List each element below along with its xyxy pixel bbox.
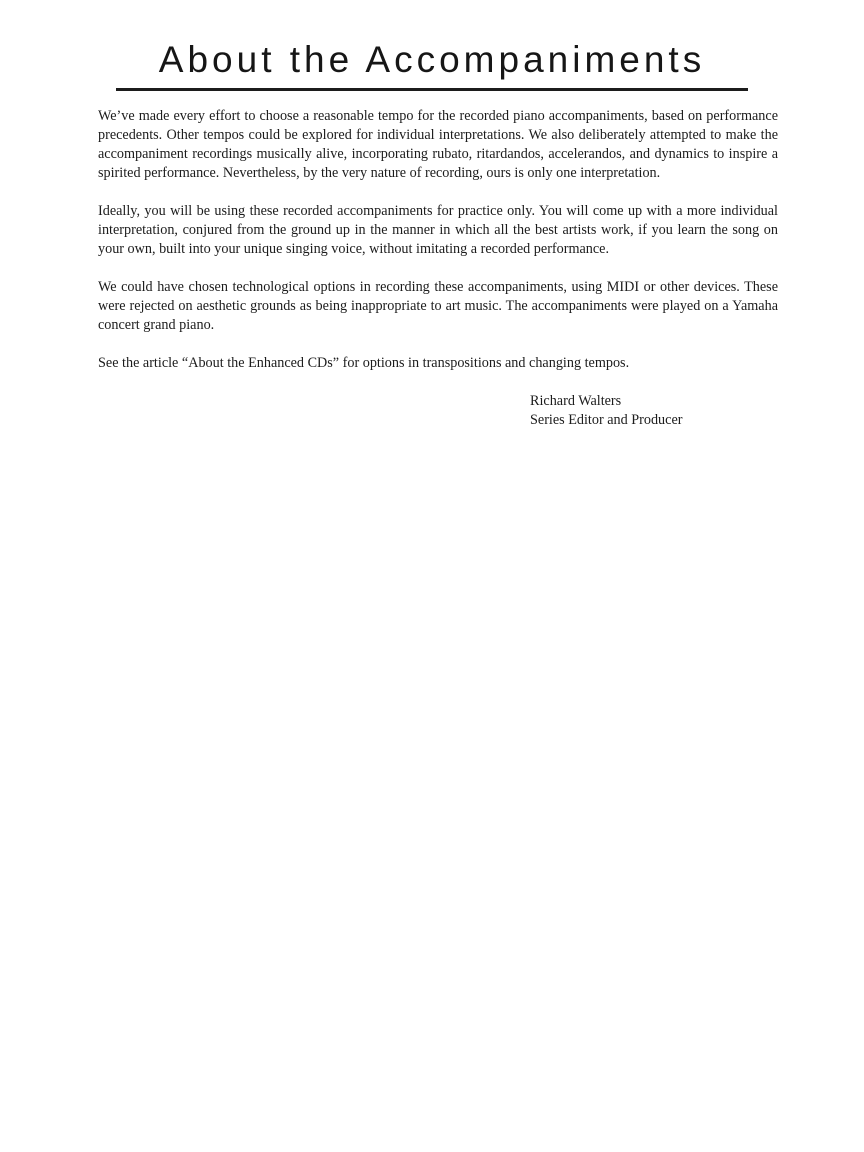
paragraph-see-article: See the article “About the Enhanced CDs” for options in transpositions and changing tempos. bbox=[98, 354, 630, 371]
paragraph-practice-use: Ideally, you will be using these recorded accompaniments for practice only. You will come up with a more individual interpretation, conjured from the ground up in the manner in which all the best artists work, if you learn the song on your own, built into your unique singing voice, without imitating a recorded performance. bbox=[98, 202, 778, 257]
signature-block bbox=[530, 392, 778, 430]
page-title: About the Accompaniments bbox=[158, 39, 706, 80]
body-text bbox=[98, 107, 778, 430]
paragraph-recording-method: We could have chosen technological options in recording these accompaniments, using MIDI or other devices. These were rejected on aesthetic grounds as being inappropriate to art music. The accompaniments were played on a Yamaha concert grand piano. bbox=[98, 278, 778, 333]
signature-name: Richard Walters bbox=[530, 392, 622, 409]
signature-role: Series Editor and Producer bbox=[530, 411, 683, 428]
title-underline-rule bbox=[116, 88, 748, 91]
paragraph-tempo-choices: We’ve made every effort to choose a reasonable tempo for the recorded piano accompaniments, based on performance precedents. Other tempos could be explored for individual interpretations. We also deliberately attempted to make the accompaniment recordings musically alive, incorporating rubato, ritardandos, accelerandos, and dynamics to inspire a spirited performance. Nevertheless, by the very nature of recording, ours is only one interpretation. bbox=[98, 107, 778, 181]
title-block bbox=[0, 40, 864, 91]
